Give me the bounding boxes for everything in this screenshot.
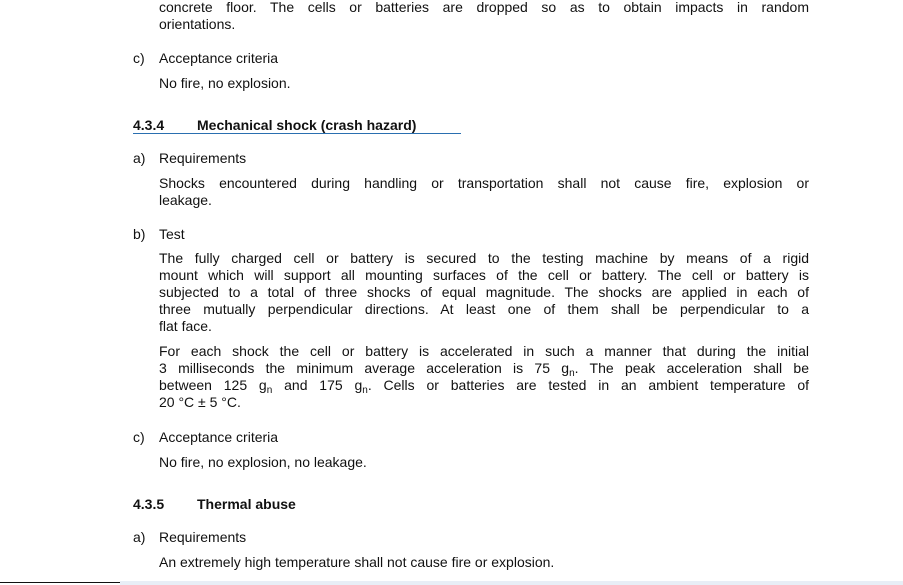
- page-edge-bar: [120, 581, 903, 585]
- footnote-rule: [0, 582, 120, 583]
- intro-line-2: orientations.: [159, 16, 236, 32]
- test-p1-line-5: flat face.: [159, 318, 212, 334]
- test-p2-line-3: [159, 377, 809, 394]
- requirements-line-2: leakage.: [159, 192, 212, 208]
- section-number: 4.3.5: [133, 496, 165, 512]
- list-label-c: c): [133, 50, 145, 66]
- list-label-b: b): [133, 226, 146, 242]
- intro-line-1: concrete floor. The cells or batteries are dropped so as to obtain impacts in random: [159, 0, 809, 15]
- acceptance-criteria-heading: Acceptance criteria: [159, 429, 279, 445]
- requirements-heading: Requirements: [159, 150, 247, 166]
- test-p1-line-1: The fully charged cell or battery is secured to the testing machine by means of a rigid: [159, 250, 809, 266]
- test-heading: Test: [159, 226, 185, 242]
- subscript-n: n: [266, 385, 273, 396]
- subscript-n: n: [569, 368, 575, 379]
- test-paragraph-2: [159, 343, 809, 411]
- test-p2-line-2: [159, 360, 809, 377]
- list-label-a: a): [133, 150, 146, 166]
- subscript-n: n: [362, 385, 368, 396]
- requirements-heading: Requirements: [159, 529, 247, 545]
- requirements-text: An extremely high temperature shall not cause fire or explosion.: [159, 554, 555, 570]
- text-run: between 125 g: [159, 377, 267, 393]
- acceptance-criteria-text: No fire, no explosion, no leakage.: [159, 454, 367, 470]
- list-label-a: a): [133, 529, 146, 545]
- test-p1-line-3: subjected to a total of three shocks of equal magnitude. The shocks are applied in each of: [159, 284, 809, 300]
- test-paragraph-1: [159, 250, 809, 335]
- test-p1-line-2: mount which will support all mounting surfaces of the cell or battery. The cell or battery is: [159, 267, 809, 283]
- text-run: 3 milliseconds the minimum average acceleration is 75 g: [159, 360, 570, 376]
- test-p2-line-4: 20 °C ± 5 °C.: [159, 394, 241, 410]
- requirements-line-1: Shocks encountered during handling or transportation shall not cause fire, explosion or: [159, 175, 809, 191]
- list-label-c: c): [133, 429, 145, 445]
- section-title: Thermal abuse: [197, 496, 296, 512]
- test-p1-line-4: three mutually perpendicular directions. At least one of them shall be perpendicular to a: [159, 301, 809, 317]
- heading-underline: [133, 133, 461, 134]
- acceptance-criteria-text: No fire, no explosion.: [159, 75, 291, 91]
- requirements-paragraph: [159, 175, 809, 209]
- test-p2-line-1: For each shock the cell or battery is accelerated in such a manner that during the initial: [159, 343, 809, 359]
- intro-paragraph: [159, 0, 809, 33]
- section-number: 4.3.4: [133, 117, 165, 133]
- text-run: . Cells or batteries are tested in an ambient temperature of: [367, 377, 810, 393]
- text-run: and 175 g: [272, 377, 363, 393]
- acceptance-criteria-heading: Acceptance criteria: [159, 50, 279, 66]
- text-run: . The peak acceleration shall be: [574, 360, 809, 376]
- section-title: Mechanical shock (crash hazard): [197, 117, 417, 133]
